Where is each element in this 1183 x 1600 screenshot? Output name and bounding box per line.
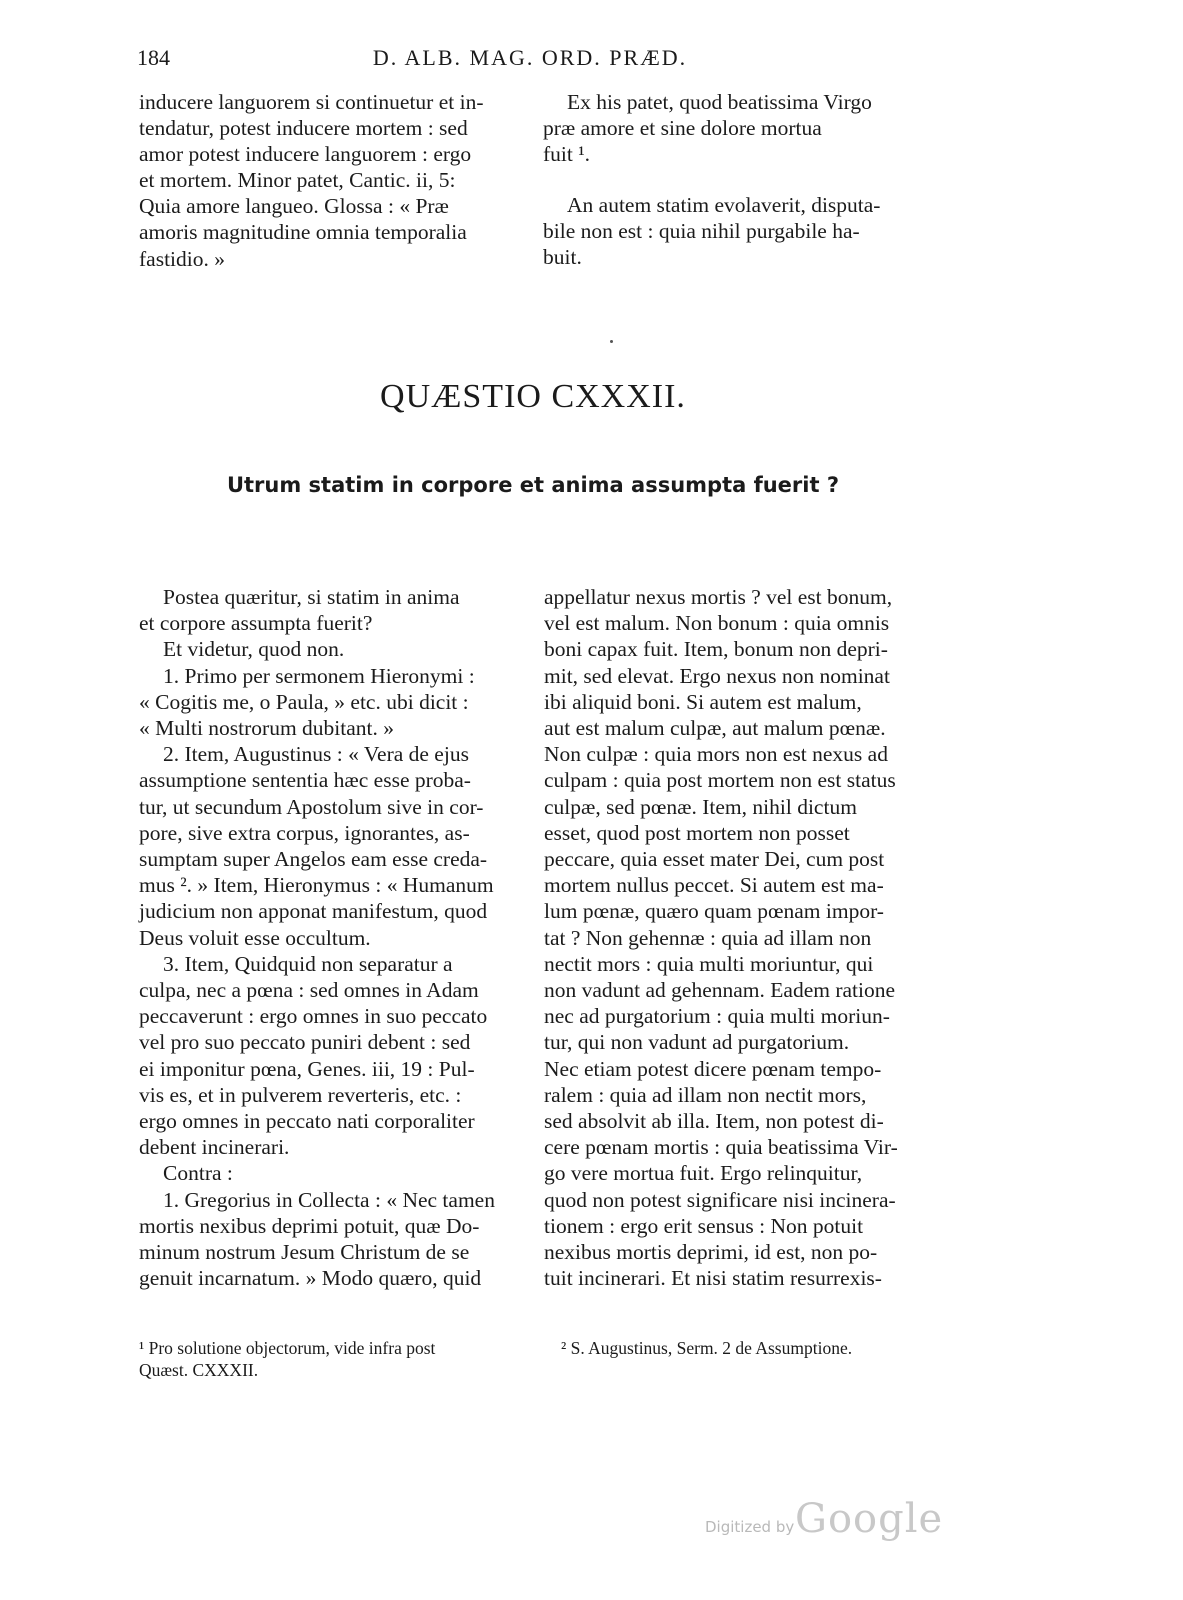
text-line: et corpore assumpta fuerit?	[139, 611, 373, 636]
text-line: ergo omnes in peccato nati corporaliter	[139, 1109, 475, 1134]
text-line: amor potest inducere languorem : ergo	[139, 142, 472, 167]
text-line: præ amore et sine dolore mortua	[543, 116, 822, 141]
text-line: tur, ut secundum Apostolum sive in cor-	[139, 794, 484, 819]
text-line: 3. Item, Quidquid non separatur a	[163, 951, 453, 976]
text-line: buit.	[543, 245, 582, 270]
text-line: pore, sive extra corpus, ignorantes, as-	[139, 820, 470, 845]
text-line: cere pœnam mortis : quia beatissima Vir-	[544, 1135, 898, 1160]
text-line: genuit incarnatum. » Modo quæro, quid	[139, 1266, 482, 1291]
text-line: aut est malum culpæ, aut malum pœnæ.	[544, 716, 886, 741]
text-line: judicium non apponat manifestum, quod	[139, 899, 488, 924]
text-line: fastidio. »	[139, 246, 225, 271]
text-line: « Multi nostrorum dubitant. »	[139, 716, 395, 741]
text-line: Postea quæritur, si statim in anima	[163, 585, 460, 609]
text-line: non vadunt ad gehennam. Eadem ratione	[544, 978, 896, 1003]
text-line: amoris magnitudine omnia temporalia	[139, 220, 467, 245]
digitized-label: Digitized by	[705, 1518, 795, 1536]
text-line: peccare, quia esset mater Dei, cum post	[544, 847, 885, 872]
text-line: vel pro suo peccato puniri debent : sed	[139, 1030, 471, 1055]
text-line: culpa, nec a pœna : sed omnes in Adam	[139, 978, 479, 1003]
text-line: et mortem. Minor patet, Cantic. ii, 5:	[139, 168, 456, 193]
text-line: quod non potest significare nisi incinera-	[544, 1187, 896, 1212]
question-title: QUÆSTIO CXXXII.	[380, 378, 686, 415]
text-line: 1. Primo per sermonem Hieronymi :	[163, 663, 475, 688]
text-line: Ex his patet, quod beatissima Virgo	[567, 90, 872, 114]
text-line: appellatur nexus mortis ? vel est bonum,	[544, 585, 893, 609]
text-line: nec ad purgatorium : quia multi moriun-	[544, 1004, 890, 1029]
text-line: tur, qui non vadunt ad purgatorium.	[544, 1030, 850, 1055]
page-number: 184	[137, 45, 170, 70]
text-line: 2. Item, Augustinus : « Vera de ejus	[163, 742, 469, 767]
text-line: debent incinerari.	[139, 1135, 290, 1160]
text-line: nexibus mortis deprimi, id est, non po-	[544, 1240, 878, 1265]
text-line: mortis nexibus deprimi potuit, quæ Do-	[139, 1213, 480, 1238]
text-line: ralem : quia ad illam non nectit mors,	[544, 1082, 867, 1107]
footnote-line: ¹ Pro solutione objectorum, vide infra post	[139, 1338, 436, 1358]
text-line: Et videtur, quod non.	[163, 637, 345, 662]
text-line: culpæ, sed pœnæ. Item, nihil dictum	[544, 794, 857, 819]
text-line: culpam : quia post mortem non est status	[544, 768, 896, 793]
text-line: tionem : ergo erit sensus : Non potuit	[544, 1213, 864, 1238]
text-line: assumptione sententia hæc esse proba-	[139, 768, 471, 793]
text-line: vel est malum. Non bonum : quia omnis	[544, 611, 890, 636]
text-line: sumptam super Angelos eam esse creda-	[139, 847, 488, 872]
text-line: ibi aliquid boni. Si autem est malum,	[544, 689, 862, 714]
body-left-column	[139, 584, 523, 1291]
text-line: tendatur, potest inducere mortem : sed	[139, 116, 468, 141]
running-title: D. ALB. MAG. ORD. PRÆD.	[372, 45, 688, 70]
ink-speck	[610, 340, 613, 343]
text-line: sed absolvit ab illa. Item, non potest di-	[544, 1109, 884, 1134]
footnote-right	[561, 1337, 921, 1359]
top-left-column	[139, 89, 524, 272]
question-subtitle: Utrum statim in corpore et anima assumpta fuerit ?	[226, 473, 840, 497]
text-line: An autem statim evolaverit, disputa-	[567, 193, 881, 218]
text-line: mus ². » Item, Hieronymus : « Humanum	[139, 873, 494, 898]
text-line: Deus voluit esse occultum.	[139, 925, 371, 950]
text-line: go vere mortua fuit. Ergo relinquitur,	[544, 1161, 863, 1186]
text-line: minum nostrum Jesum Christum de se	[139, 1240, 470, 1265]
digitized-watermark	[705, 1496, 944, 1550]
footnote-line: ² S. Augustinus, Serm. 2 de Assumptione.	[561, 1338, 853, 1358]
footnote-line: Quæst. CXXXII.	[139, 1360, 259, 1380]
text-line: esset, quod post mortem non posset	[544, 820, 850, 845]
text-line: Quia amore langueo. Glossa : « Præ	[139, 194, 449, 219]
text-line: vis es, et in pulverem reverteris, etc. :	[139, 1082, 462, 1107]
text-line: 1. Gregorius in Collecta : « Nec tamen	[163, 1187, 495, 1212]
text-line: Non culpæ : quia mors non est nexus ad	[544, 742, 888, 767]
paragraph-gap	[543, 167, 927, 192]
text-line: Contra :	[163, 1161, 233, 1186]
text-line: tuit incinerari. Et nisi statim resurrexis-	[544, 1266, 882, 1291]
text-line: bile non est : quia nihil purgabile ha-	[543, 219, 860, 244]
body-right-column	[544, 584, 926, 1291]
text-line: mortem nullus peccet. Si autem est ma-	[544, 873, 884, 898]
running-head	[0, 45, 1183, 77]
footnote-left	[139, 1337, 522, 1381]
text-line: inducere languorem si continuetur et in-	[139, 90, 484, 114]
text-line: boni capax fuit. Item, bonum non depri-	[544, 637, 888, 662]
text-line: « Cogitis me, o Paula, » etc. ubi dicit :	[139, 689, 469, 714]
google-logo: Google	[795, 1496, 944, 1542]
text-line: tat ? Non gehennæ : quia ad illam non	[544, 925, 872, 950]
text-line: peccaverunt : ergo omnes in suo peccato	[139, 1004, 488, 1029]
text-line: mit, sed elevat. Ergo nexus non nominat	[544, 663, 890, 688]
text-line: Nec etiam potest dicere pœnam tempo-	[544, 1056, 882, 1081]
text-line: fuit ¹.	[543, 142, 591, 167]
text-line: lum pœnæ, quæro quam pœnam impor-	[544, 899, 884, 924]
top-right-column	[543, 89, 927, 271]
text-line: nectit mors : quia multi moriuntur, qui	[544, 951, 874, 976]
text-line: ei imponitur pœna, Genes. iii, 19 : Pul-	[139, 1056, 475, 1081]
